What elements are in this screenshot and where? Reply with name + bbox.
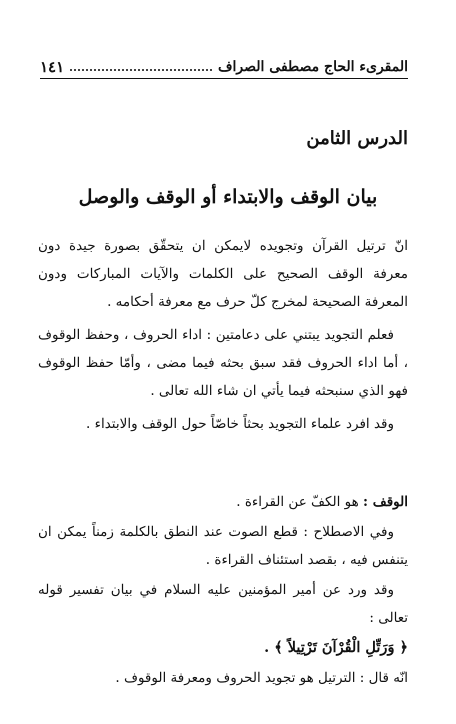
running-header xyxy=(40,54,408,79)
running-title: المقرىء الحاج مصطفى الصراف xyxy=(217,59,408,75)
paragraph-terminology: وفي الاصطلاح : قطع الصوت عند النطق بالكلمة زمناً يمكن ان يتنفس فيه ، بقصد استئناف القراءة . xyxy=(38,524,408,568)
definition-text: هو الكفّ عن القراءة . xyxy=(236,494,359,510)
paragraph-intro: انّ ترتيل القرآن وتجويده لايمكن ان يتحقّق بصورة جيدة دون معرفة الوقف الصحيح على الكلمات والآيات المباركات ودون المعرفة الصحيحة لمخرج كلّ حرف مع معرفة أحكامه . xyxy=(38,238,408,310)
paragraph-scholars: وقد افرد علماء التجويد بحثاً خاصّاً حول الوقف والابتداء . xyxy=(86,416,394,432)
body-text-bottom xyxy=(38,488,408,694)
paragraph-narration: وقد ورد عن أمير المؤمنين عليه السلام في بيان تفسير قوله تعالى : xyxy=(38,582,408,626)
page-number: ١٤١ xyxy=(40,58,65,76)
paragraph-pillars: فعلم التجويد يبتني على دعامتين : اداء الحروف ، وحفظ الوقوف ، أما اداء الحروف فقد سبق بحثه فيما مضى ، وأمّا حفظ الوقوف فهو الذي سنبحثه فيما يأتي ان شاء الله تعالى . xyxy=(38,327,408,399)
quran-verse: ﴿ وَرَتِّلِ الْقُرْآنَ تَرْتِيلاً ﴾ . xyxy=(264,639,408,656)
definition-term: الوقف : xyxy=(363,494,408,510)
definition-line xyxy=(38,488,408,516)
lesson-title: الدرس الثامن xyxy=(306,128,408,149)
header-leader-dots xyxy=(70,69,212,71)
paragraph-quote: انّه قال : الترتيل هو تجويد الحروف ومعرفة الوقوف . xyxy=(115,670,408,686)
section-heading: بيان الوقف والابتداء أو الوقف والوصل xyxy=(78,186,378,208)
body-text-top xyxy=(38,232,408,443)
